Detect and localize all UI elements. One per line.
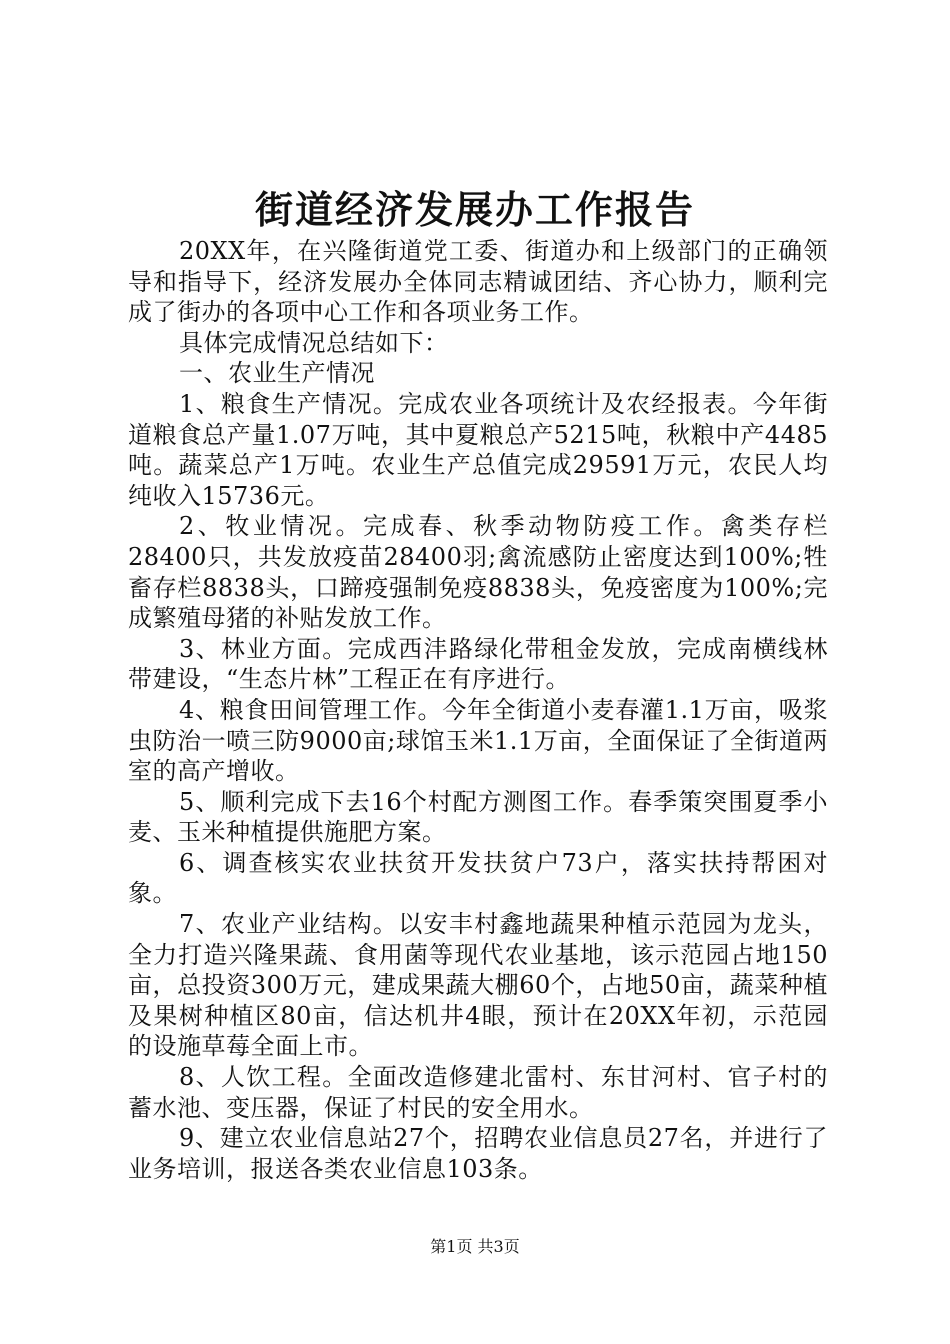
paragraph-item-6: 6、调查核实农业扶贫开发扶贫户73户，落实扶持帮困对象。	[128, 848, 828, 908]
paragraph-item-5: 5、顺利完成下去16个村配方测图工作。春季策突围夏季小麦、玉米种植提供施肥方案。	[128, 787, 828, 847]
paragraph-item-9: 9、建立农业信息站27个，招聘农业信息员27名，并进行了业务培训，报送各类农业信息103条。	[128, 1124, 828, 1183]
document-title: 街道经济发展办工作报告	[254, 187, 695, 232]
section-heading-agriculture: 一、农业生产情况	[179, 359, 375, 388]
paragraph-item-2: 2、牧业情况。完成春、秋季动物防疫工作。禽类存栏28400只，共发放疫苗28400羽;禽流感防止密度达到100%;牲畜存栏8838头，口蹄疫强制免疫8838头，免疫密度为100%;完成繁殖母猪的补贴发放工作。	[128, 512, 828, 633]
paragraph-item-1: 1、粮食生产情况。完成农业各项统计及农经报表。今年街道粮食总产量1.07万吨，其中夏粮总产5215吨，秋粮中产4485吨。蔬菜总产1万吨。农业生产总值完成29591万元，农民人均纯收入15736元。	[128, 389, 828, 510]
paragraph-item-8: 8、人饮工程。全面改造修建北雷村、东甘河村、官子村的蓄水池、变压器，保证了村民的安全用水。	[128, 1063, 828, 1122]
document-body	[128, 236, 828, 1184]
paragraph-item-3: 3、林业方面。完成西沣路绿化带租金发放，完成南横线林带建设，“生态片林”工程正在有序进行。	[128, 634, 828, 694]
page-number-footer: 第1页 共3页	[430, 1237, 520, 1256]
paragraph-item-7: 7、农业产业结构。以安丰村鑫地蔬果种植示范园为龙头，全力打造兴隆果蔬、食用菌等现代农业基地，该示范园占地150亩，总投资300万元，建成果蔬大棚60个，占地50亩，蔬菜种植及果树种植区80亩，信达机井4眼，预计在20XX年初，示范园的设施草莓全面上市。	[128, 910, 828, 1061]
paragraph-summary-lead: 具体完成情况总结如下：	[179, 328, 449, 357]
paragraph-intro: 20XX年，在兴隆街道党工委、街道办和上级部门的正确领导和指导下，经济发展办全体同志精诚团结、齐心协力，顺利完成了街办的各项中心工作和各项业务工作。	[128, 237, 828, 327]
paragraph-item-4: 4、粮食田间管理工作。今年全街道小麦春灌1.1万亩，吸浆虫防治一喷三防9000亩;球馆玉米1.1万亩，全面保证了全街道两室的高产增收。	[128, 695, 828, 786]
